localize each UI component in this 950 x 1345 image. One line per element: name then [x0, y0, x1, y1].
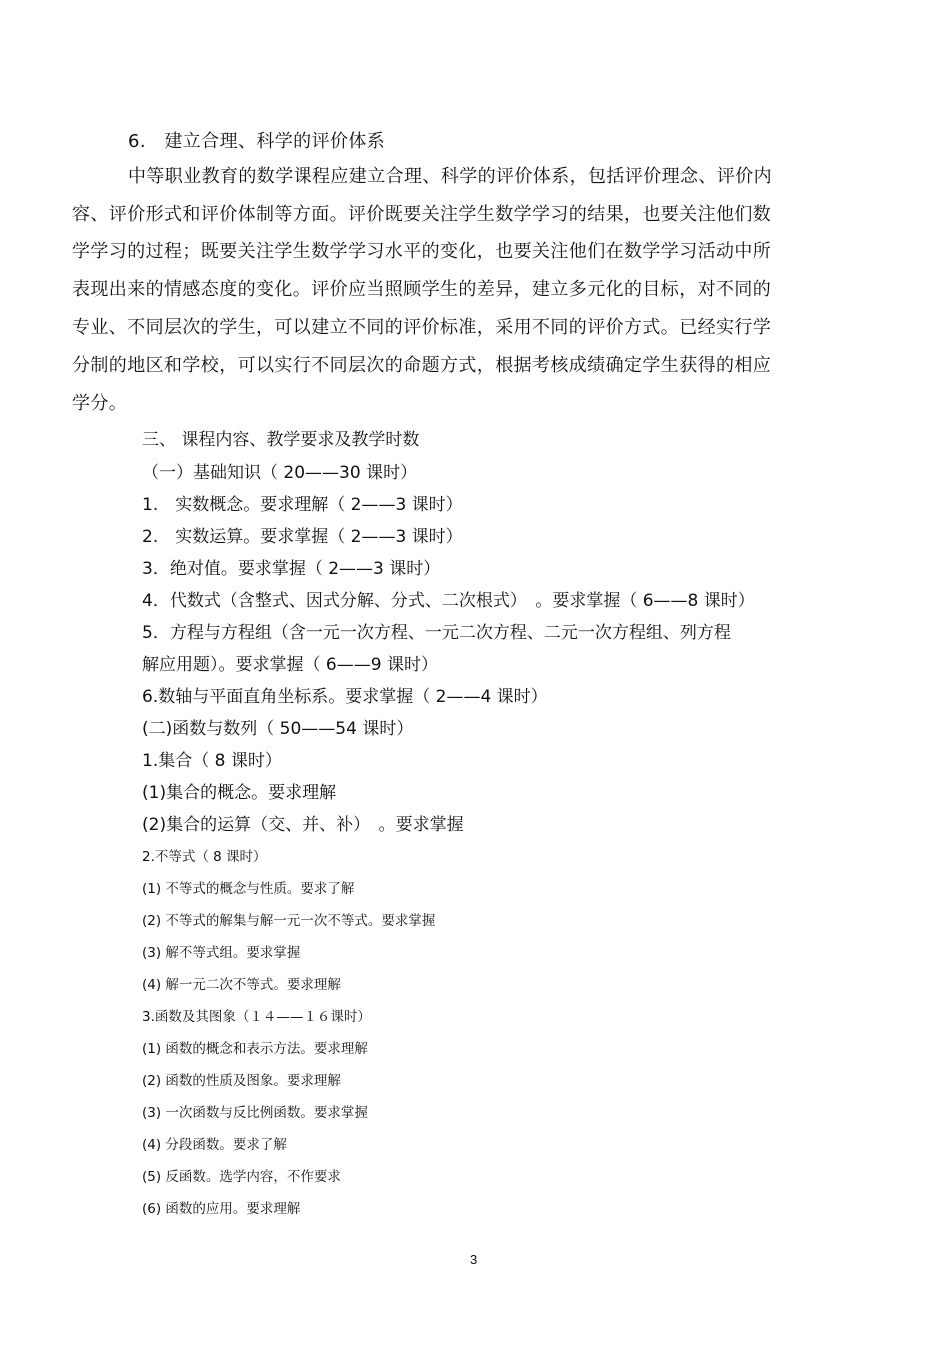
paragraph-line: 学学习的过程；既要关注学生数学学习水平的变化，也要关注他们在数学学习活动中所 [72, 241, 772, 262]
part-2-heading: (二)函数与数列（ 50——54 课时） [142, 719, 414, 739]
list-item: (1)集合的概念。要求理解 [142, 783, 337, 803]
paragraph-line: 分制的地区和学校，可以实行不同层次的命题方式，根据考核成绩确定学生获得的相应 [72, 355, 772, 376]
list-item: (1) 函数的概念和表示方法。要求理解 [142, 1041, 368, 1057]
list-item: 4．代数式（含整式、因式分解、分式、二次根式） 。要求掌握（ 6——8 课时） [142, 591, 755, 611]
list-item: (1) 不等式的概念与性质。要求了解 [142, 881, 355, 897]
list-item: 3．绝对值。要求掌握（ 2——3 课时） [142, 559, 441, 579]
part-1-heading: （一）基础知识（ 20——30 课时） [142, 463, 418, 483]
list-item: (3) 一次函数与反比例函数。要求掌握 [142, 1105, 368, 1121]
paragraph-line: 表现出来的情感态度的变化。评价应当照顾学生的差异，建立多元化的目标，对不同的 [72, 279, 772, 300]
subsection-heading: 1.集合（ 8 课时） [142, 751, 282, 771]
page-number: 3 [470, 1252, 478, 1267]
list-item: (3) 解不等式组。要求掌握 [142, 945, 301, 961]
list-item: 1. 实数概念。要求理解（ 2——3 课时） [142, 495, 463, 515]
list-item: 5．方程与方程组（含一元一次方程、一元二次方程、二元一次方程组、列方程 [142, 623, 731, 643]
subsection-heading: 2.不等式（ 8 课时） [142, 849, 267, 865]
section-3-heading: 三、 课程内容、教学要求及教学时数 [142, 430, 420, 450]
paragraph-line: 专业、不同层次的学生，可以建立不同的评价标准，采用不同的评价方式。已经实行学 [72, 317, 772, 338]
list-item: (2) 函数的性质及图象。要求理解 [142, 1073, 341, 1089]
list-item: 解应用题）。要求掌握（ 6——9 课时） [142, 655, 438, 675]
list-item: 6.数轴与平面直角坐标系。要求掌握（ 2——4 课时） [142, 687, 548, 707]
paragraph-line: 学分。 [72, 393, 128, 414]
list-item: (2)集合的运算（交、并、补） 。要求掌握 [142, 815, 464, 835]
section-6-heading: 6. 建立合理、科学的评价体系 [128, 131, 386, 152]
list-item: (6) 函数的应用。要求理解 [142, 1201, 301, 1217]
list-item: (4) 解一元二次不等式。要求理解 [142, 977, 341, 993]
list-item: (5) 反函数。选学内容，不作要求 [142, 1169, 341, 1185]
list-item: 2. 实数运算。要求掌握（ 2——3 课时） [142, 527, 463, 547]
paragraph-line: 中等职业教育的数学课程应建立合理、科学的评价体系，包括评价理念、评价内 [128, 166, 772, 187]
list-item: (4) 分段函数。要求了解 [142, 1137, 287, 1153]
subsection-heading: 3.函数及其图象（１４——１６课时） [142, 1009, 371, 1025]
list-item: (2) 不等式的解集与解一元一次不等式。要求掌握 [142, 913, 436, 929]
paragraph-line: 容、评价形式和评价体制等方面。评价既要关注学生数学学习的结果，也要关注他们数 [72, 204, 772, 225]
